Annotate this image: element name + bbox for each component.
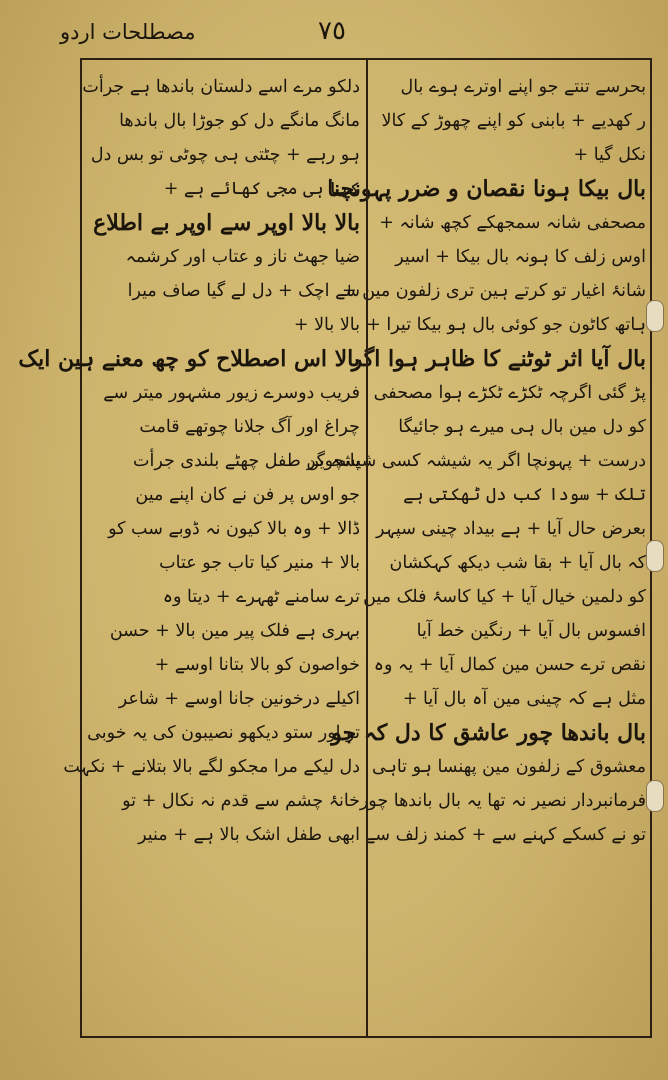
text-line: بحرسے تنتے جو اپنے اوترے ہوے بال xyxy=(400,77,646,97)
text-line: تو اور ستو دیکھو نصیبون کی یہ خوبی xyxy=(87,723,360,743)
text-line: پانچوین طفل چھٹے بلندی جرأت xyxy=(133,451,360,471)
text-line: کو دل مین بال ہی میرے ہو جائیگا xyxy=(398,417,646,437)
text-line: افسوس بال آیا + رنگین خط آیا xyxy=(416,621,646,641)
text-line: بال بیکا ہونا نقصان و ضرر پہونچنا xyxy=(327,176,646,202)
text-line: پڑ گئی اگرچہ ٹکڑے ٹکڑے ہوا مصحفی xyxy=(373,383,646,403)
text-line: بالا بالا اوپر سے اوپر بے اطلاع xyxy=(93,210,360,236)
text-line: بالا + منیر کیا تاب جو عتاب xyxy=(159,553,360,573)
text-line: ر کھدیے + بابنی کو اپنے چھوڑ کے کالا xyxy=(381,111,646,131)
text-frame xyxy=(18,58,652,1038)
text-line: بال آیا اثر ٹوٹنے کا ظاہر ہوا اگر xyxy=(351,346,646,372)
text-line: خواصون کو بالا بتانا اوسے + xyxy=(154,655,360,675)
text-line: کو دلمین خیال آیا + کیا کاسۂ فلک میں xyxy=(363,587,646,607)
text-line: تلک + سودا کب دل ٹھکتی ہے xyxy=(403,485,646,505)
text-line: دلکو مرے اسے دلستان باندھا ہے جرأت xyxy=(82,77,360,97)
text-line: سے اچک + دل لے گیا صاف میرا xyxy=(127,281,360,301)
binding-thread xyxy=(646,540,664,572)
text-line: کہ بال آیا + بقا شب دیکھ کہکشان xyxy=(389,553,646,573)
text-line: ہو رہے + چٹتی ہی چوٹی تو بس دل xyxy=(90,145,360,165)
text-line: مصحفی شانہ سمجھکے کچھ شانہ + xyxy=(379,213,646,233)
text-line: بہری ہے فلک پیر مین بالا + حسن xyxy=(109,621,360,641)
text-line: مثل ہے کہ چینی مین آہ بال آیا + xyxy=(402,689,646,709)
text-line: اوس زلف کا ہونہ بال بیکا + اسیر xyxy=(395,247,646,267)
text-line: مانگ مانگے دل کو جوڑا بال باندھا xyxy=(119,111,360,131)
text-line: اکیلے درخونین جانا اوسے + شاعر xyxy=(118,689,360,709)
text-line: کیا ہی مجی کھائے ہے + xyxy=(163,179,360,199)
text-line: نکل گیا + xyxy=(573,145,646,165)
text-line: چراغ اور آگ جلانا چوتھے قامت xyxy=(139,417,360,437)
text-line: شانۂ اغیار تو کرتے ہین تری زلفون مین + xyxy=(342,281,646,301)
page-header xyxy=(0,12,668,52)
column-divider xyxy=(366,60,368,1036)
text-line: جو اوس پر فن نے کان اپنے مین xyxy=(135,485,360,505)
text-line: فرمانبردار نصیر نہ تھا یہ بال باندھا چور xyxy=(359,791,646,811)
binding-thread xyxy=(646,300,664,332)
text-line: معشوق کے زلفون مین پھنسا ہو تاہی xyxy=(371,757,646,777)
text-line: ابھی طفل اشک بالا ہے + منیر xyxy=(138,825,360,845)
text-line: فریب دوسرے زیور مشہور میتر سے xyxy=(103,383,360,403)
binding-thread xyxy=(646,780,664,812)
text-line: نقص ترے حسن مین کمال آیا + یہ وہ xyxy=(373,655,646,675)
text-line: درست + پہونچا اگر یہ شیشہ کسی شیشہ گر xyxy=(306,451,646,471)
text-line: تو نے کسکے کہنے سے + کمند زلف سے xyxy=(365,825,646,845)
text-line: خانۂ چشم سے قدم نہ نکال + تو xyxy=(122,791,360,811)
page-number: ٧٥ xyxy=(318,16,346,46)
book-title: مصطلحات اردو xyxy=(60,20,196,44)
text-line: بال باندھا چور عاشق کا دل کہ جو xyxy=(331,720,646,746)
left-column xyxy=(18,70,360,1022)
text-line: ڈالا + وہ بالا کیون نہ ڈوبے سب کو xyxy=(108,519,360,539)
text-line: بالا اس اصطلاح کو چھ معنے ہین ایک xyxy=(18,346,360,372)
text-line: بعرض حال آیا + ہے بیداد چینی سپہر xyxy=(376,519,646,539)
text-line: بالا بالا + xyxy=(293,315,360,335)
text-line: ہاتھ کاٹون جو کوئی بال ہو بیکا تیرا + xyxy=(366,315,646,335)
text-line: ترے سامنے ٹھہرے + دیتا وہ xyxy=(162,587,360,607)
text-line: دل لیکے مرا مجکو لگے بالا بتلانے + نکہت xyxy=(63,757,360,777)
text-line: ضیا جھٹ ناز و عتاب اور کرشمہ xyxy=(125,247,360,267)
